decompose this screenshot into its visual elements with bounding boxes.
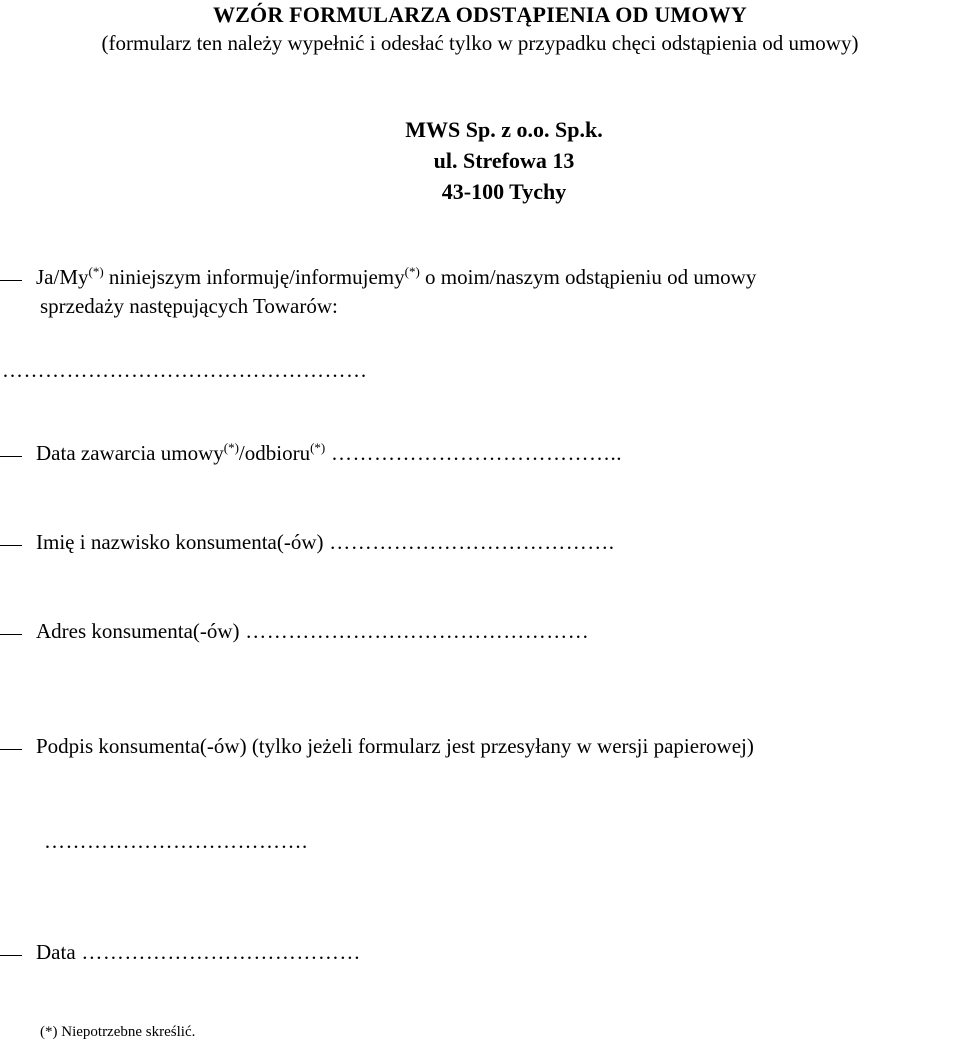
recipient-city: 43-100 Tychy (441, 179, 567, 204)
field-label: Data (36, 940, 76, 964)
bullet-dash (0, 456, 22, 457)
footnote-marker: (*) (310, 440, 326, 455)
footnote-marker: (*) (88, 264, 104, 279)
statement-text: o moim/naszym odstąpieniu od umowy (419, 265, 757, 289)
recipient-company: MWS Sp. z o.o. Sp.k. (405, 117, 603, 142)
contract-date-field (36, 441, 622, 466)
date-field (36, 940, 361, 965)
footnote: (*) Niepotrzebne skreślić. (40, 1024, 196, 1040)
field-dots: …………………………………. (323, 530, 615, 554)
footnote-marker: (*) (223, 440, 239, 455)
signature-field: ………………………………. (44, 829, 308, 853)
bullet-dash (0, 545, 22, 546)
consumer-name-field (36, 530, 615, 555)
consumer-address-field (36, 619, 589, 644)
goods-field: …………………………………………… (2, 358, 368, 382)
bullet-dash (0, 749, 22, 750)
statement-text: niniejszym informuję/informujemy (103, 265, 405, 289)
field-label: Data zawarcia umowy (36, 441, 224, 465)
field-label: Adres konsumenta(-ów) (36, 619, 240, 643)
form-subtitle: (formularz ten należy wypełnić i odesłać tylko w przypadku chęci odstąpienia od umowy) (101, 31, 859, 55)
statement-line-1 (36, 265, 756, 290)
recipient-street: ul. Strefowa 13 (433, 148, 575, 173)
statement-text: Ja/My (36, 265, 89, 289)
field-label: Imię i nazwisko konsumenta(-ów) (36, 530, 324, 554)
bullet-dash (0, 955, 22, 956)
field-dots: ………………………………………… (239, 619, 590, 643)
bullet-dash (0, 280, 22, 281)
signature-label: Podpis konsumenta(-ów) (tylko jeżeli formularz jest przesyłany w wersji papierowej) (36, 734, 754, 758)
form-title: WZÓR FORMULARZA ODSTĄPIENIA OD UMOWY (212, 2, 747, 27)
field-label: /odbioru (238, 441, 311, 465)
statement-line-2: sprzedaży następujących Towarów: (40, 294, 338, 318)
footnote-marker: (*) (404, 264, 420, 279)
field-dots: ………………………………… (75, 940, 361, 964)
field-dots: ………………………………….. (325, 441, 623, 465)
bullet-dash (0, 634, 22, 635)
